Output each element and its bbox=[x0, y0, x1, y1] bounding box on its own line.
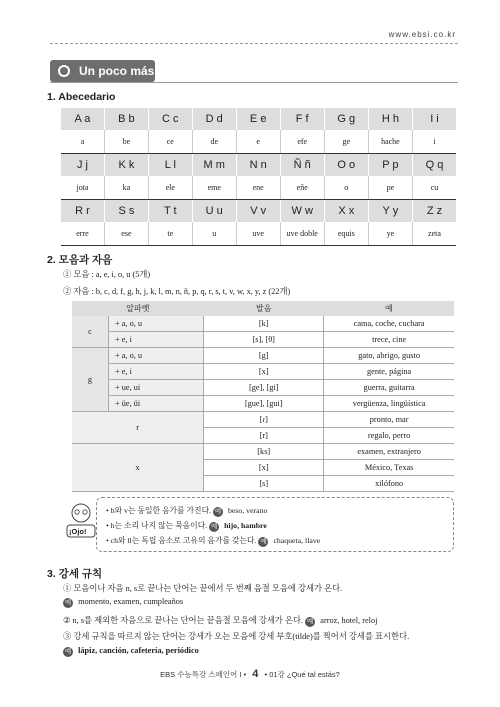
alphabet-letter: I i bbox=[412, 108, 456, 130]
alphabet-name: efe bbox=[280, 130, 324, 154]
table-row bbox=[72, 332, 454, 348]
consonants-number: ② bbox=[63, 287, 72, 296]
alphabet-name: te bbox=[148, 222, 192, 246]
alphabet-name: hache bbox=[368, 130, 412, 154]
alphabet-letter: P p bbox=[368, 154, 412, 177]
alphabet-letter: S s bbox=[104, 200, 148, 223]
ojo-text: • ch와 ll는 독립 음소로 고유의 음가를 갖는다. bbox=[106, 536, 257, 545]
table-row bbox=[72, 348, 454, 364]
alphabet-name: jota bbox=[61, 176, 104, 200]
alphabet-name: ye bbox=[368, 222, 412, 246]
alphabet-letter: A a bbox=[61, 108, 104, 130]
sound-cell: [ɾ] bbox=[204, 412, 324, 428]
alphabet-letter: V v bbox=[236, 200, 280, 223]
alphabet-name: ce bbox=[148, 130, 192, 154]
ojo-text: • b와 v는 동일한 음가를 가진다. bbox=[106, 506, 212, 515]
alphabet-letter: B b bbox=[104, 108, 148, 130]
alphabet-name: be bbox=[104, 130, 148, 154]
alphabet-name: u bbox=[192, 222, 236, 246]
table-row bbox=[72, 444, 454, 460]
ojo-example: hijo, hambre bbox=[224, 521, 267, 530]
section-title-stress: 3. 강세 규칙 bbox=[47, 568, 103, 580]
site-url[interactable]: www.ebsi.co.kr bbox=[388, 30, 456, 39]
example-cell: México, Texas bbox=[324, 460, 454, 476]
banner-title: Un poco más bbox=[79, 64, 155, 78]
alphabet-name: cu bbox=[412, 176, 456, 200]
rule-example: momento, examen, cumpleaños bbox=[78, 597, 184, 606]
example-cell: examen, extranjero bbox=[324, 444, 454, 460]
ojo-label: ¡Ojo! bbox=[69, 527, 87, 536]
section-banner bbox=[50, 60, 155, 82]
alphabet-letter: W w bbox=[280, 200, 324, 223]
example-icon: 예 bbox=[260, 538, 267, 545]
alphabet-name: ge bbox=[324, 130, 368, 154]
alphabet-letter: T t bbox=[148, 200, 192, 223]
alphabet-letter: Z z bbox=[412, 200, 456, 223]
rule-text: 모음이나 자음 n, s로 끝나는 단어는 끝에서 두 번째 음절 모음에 강세가 온다. bbox=[73, 584, 343, 593]
alphabet-letter: X x bbox=[324, 200, 368, 223]
alphabet-letter: L l bbox=[148, 154, 192, 177]
consonants-line bbox=[63, 285, 290, 297]
page-footer: EBS 수능특강 스페인어 I • 4 • 01강 ¿Qué tal estás? bbox=[160, 668, 340, 680]
alphabet-name-row bbox=[61, 130, 456, 154]
header-alphabet: 알파벳 bbox=[72, 301, 204, 316]
sound-cell: [x] bbox=[204, 460, 324, 476]
letter-r: r bbox=[72, 412, 204, 444]
example-cell: gato, abrigo, gusto bbox=[324, 348, 454, 364]
alphabet-letter: N n bbox=[236, 154, 280, 177]
rule-example: lápiz, canción, cafetería, periódico bbox=[78, 646, 199, 655]
sound-cell: [ks] bbox=[204, 444, 324, 460]
table-header-row bbox=[72, 301, 454, 316]
alphabet-letter: U u bbox=[192, 200, 236, 223]
stress-rule-1 bbox=[63, 582, 342, 594]
stress-example-1 bbox=[63, 597, 183, 608]
example-icon: 예 bbox=[307, 618, 314, 625]
alphabet-name: uve bbox=[236, 222, 280, 246]
ojo-badge bbox=[66, 502, 96, 540]
rule-text: n, s를 제외한 자음으로 끝나는 단어는 끝음절 모음에 강세가 온다. bbox=[72, 616, 304, 625]
alphabet-letter: Q q bbox=[412, 154, 456, 177]
alphabet-grid bbox=[61, 108, 456, 246]
vowels-text: 모음 : a, e, i, o, u (5개) bbox=[73, 270, 151, 279]
example-icon: 예 bbox=[210, 523, 218, 530]
alphabet-name: equis bbox=[324, 222, 368, 246]
example-icon: 예 bbox=[214, 508, 222, 515]
letter-g: g bbox=[72, 348, 109, 412]
example-cell: trece, cine bbox=[324, 332, 454, 348]
alphabet-name: a bbox=[61, 130, 104, 154]
alphabet-name-row bbox=[61, 222, 456, 246]
example-cell: pronto, mar bbox=[324, 412, 454, 428]
example-cell: vergüenza, lingüística bbox=[324, 396, 454, 412]
table-row bbox=[72, 316, 454, 332]
alphabet-letter-row bbox=[61, 200, 456, 223]
alphabet-letter: C c bbox=[148, 108, 192, 130]
alphabet-letter: M m bbox=[192, 154, 236, 177]
pronunciation-table bbox=[72, 301, 454, 492]
sound-cell: [g] bbox=[204, 348, 324, 364]
alphabet-name: o bbox=[324, 176, 368, 200]
table-row bbox=[72, 396, 454, 412]
rule-example: arroz, hotel, reloj bbox=[320, 616, 378, 625]
alphabet-name: ka bbox=[104, 176, 148, 200]
alphabet-letter-row bbox=[61, 154, 456, 177]
rule-cell: + e, i bbox=[109, 364, 204, 380]
footer-chapter: 01강 ¿Qué tal estás? bbox=[269, 670, 340, 679]
letter-x: x bbox=[72, 444, 204, 492]
alphabet-letter: Y y bbox=[368, 200, 412, 223]
table-row bbox=[72, 412, 454, 428]
example-icon: 예 bbox=[64, 599, 72, 606]
example-cell: xilófono bbox=[324, 476, 454, 492]
alphabet-name: zeta bbox=[412, 222, 456, 246]
section-title-vowels-consonants: 2. 모음과 자음 bbox=[47, 254, 113, 266]
rule-cell: + a, o, u bbox=[109, 316, 204, 332]
rule-number: ② bbox=[63, 616, 71, 625]
alphabet-letter: R r bbox=[61, 200, 104, 223]
sound-cell: [ge], [gi] bbox=[204, 380, 324, 396]
table-row bbox=[72, 364, 454, 380]
sound-cell: [gue], [gui] bbox=[204, 396, 324, 412]
example-icon: 예 bbox=[64, 648, 72, 655]
rule-number: ③ bbox=[63, 632, 72, 641]
stress-example-3 bbox=[63, 646, 199, 657]
alphabet-letter: O o bbox=[324, 154, 368, 177]
sound-cell: [k] bbox=[204, 316, 324, 332]
sound-cell: [s] bbox=[204, 476, 324, 492]
ojo-text: • h는 소리 나지 않는 묵음이다. bbox=[106, 521, 208, 530]
sound-cell: [s], [θ] bbox=[204, 332, 324, 348]
ojo-line-1 bbox=[106, 505, 267, 517]
alphabet-letter-row bbox=[61, 108, 456, 130]
alphabet-name: e bbox=[236, 130, 280, 154]
sound-cell: [x] bbox=[204, 364, 324, 380]
section-title-abecedario: 1. Abecedario bbox=[47, 91, 116, 103]
example-cell: gente, página bbox=[324, 364, 454, 380]
rule-number: ① bbox=[63, 584, 72, 593]
alphabet-name: erre bbox=[61, 222, 104, 246]
alphabet-letter: E e bbox=[236, 108, 280, 130]
alphabet-name: uve doble bbox=[280, 222, 324, 246]
table-row bbox=[72, 380, 454, 396]
rule-cell: + üe, üi bbox=[109, 396, 204, 412]
alphabet-letter: K k bbox=[104, 154, 148, 177]
alphabet-name: eñe bbox=[280, 176, 324, 200]
alphabet-name-row bbox=[61, 176, 456, 200]
stress-rule-3 bbox=[63, 630, 409, 642]
vowels-line bbox=[63, 268, 150, 280]
header-pronunciation: 발음 bbox=[204, 301, 324, 316]
alphabet-letter: H h bbox=[368, 108, 412, 130]
vowels-number: ① bbox=[63, 270, 72, 279]
alphabet-name: i bbox=[412, 130, 456, 154]
sound-cell: [r] bbox=[204, 428, 324, 444]
alphabet-name: ese bbox=[104, 222, 148, 246]
alphabet-letter: G g bbox=[324, 108, 368, 130]
alphabet-name: pe bbox=[368, 176, 412, 200]
ojo-example: chaqueta, llave bbox=[273, 536, 321, 545]
alphabet-letter: D d bbox=[192, 108, 236, 130]
consonants-text: 자음 : b, c, d, f, g, h, j, k, l, m, n, ñ, p, q, r, s, t, v, w, x, y, z (22개) bbox=[73, 287, 291, 296]
alphabet-name: eme bbox=[192, 176, 236, 200]
circle-icon bbox=[58, 65, 70, 77]
header-example: 예 bbox=[324, 301, 454, 316]
example-cell: cama, coche, cuchara bbox=[324, 316, 454, 332]
ojo-line-2 bbox=[106, 520, 267, 532]
ojo-example: beso, verano bbox=[227, 506, 268, 515]
ojo-line-3 bbox=[106, 535, 320, 547]
example-cell: regalo, perro bbox=[324, 428, 454, 444]
alphabet-name: de bbox=[192, 130, 236, 154]
stress-rule-2 bbox=[63, 614, 377, 627]
alphabet-name: ele bbox=[148, 176, 192, 200]
alphabet-name: ene bbox=[236, 176, 280, 200]
top-divider bbox=[50, 43, 458, 44]
rule-cell: + e, i bbox=[109, 332, 204, 348]
banner-divider bbox=[50, 82, 458, 83]
example-cell: guerra, guitarra bbox=[324, 380, 454, 396]
rule-cell: + a, o, u bbox=[109, 348, 204, 364]
rule-text: 강세 규칙을 따르지 않는 단어는 강세가 오는 모음에 강세 부호(tilde)를 찍어서 강세를 표시한다. bbox=[73, 632, 410, 641]
alphabet-letter: J j bbox=[61, 154, 104, 177]
rule-cell: + ue, ui bbox=[109, 380, 204, 396]
alphabet-letter: F f bbox=[280, 108, 324, 130]
letter-c: c bbox=[72, 316, 109, 348]
alphabet-letter: Ñ ñ bbox=[280, 154, 324, 177]
footer-book-title: EBS 수능특강 스페인어 I bbox=[160, 670, 242, 679]
page-number: 4 bbox=[252, 668, 259, 680]
